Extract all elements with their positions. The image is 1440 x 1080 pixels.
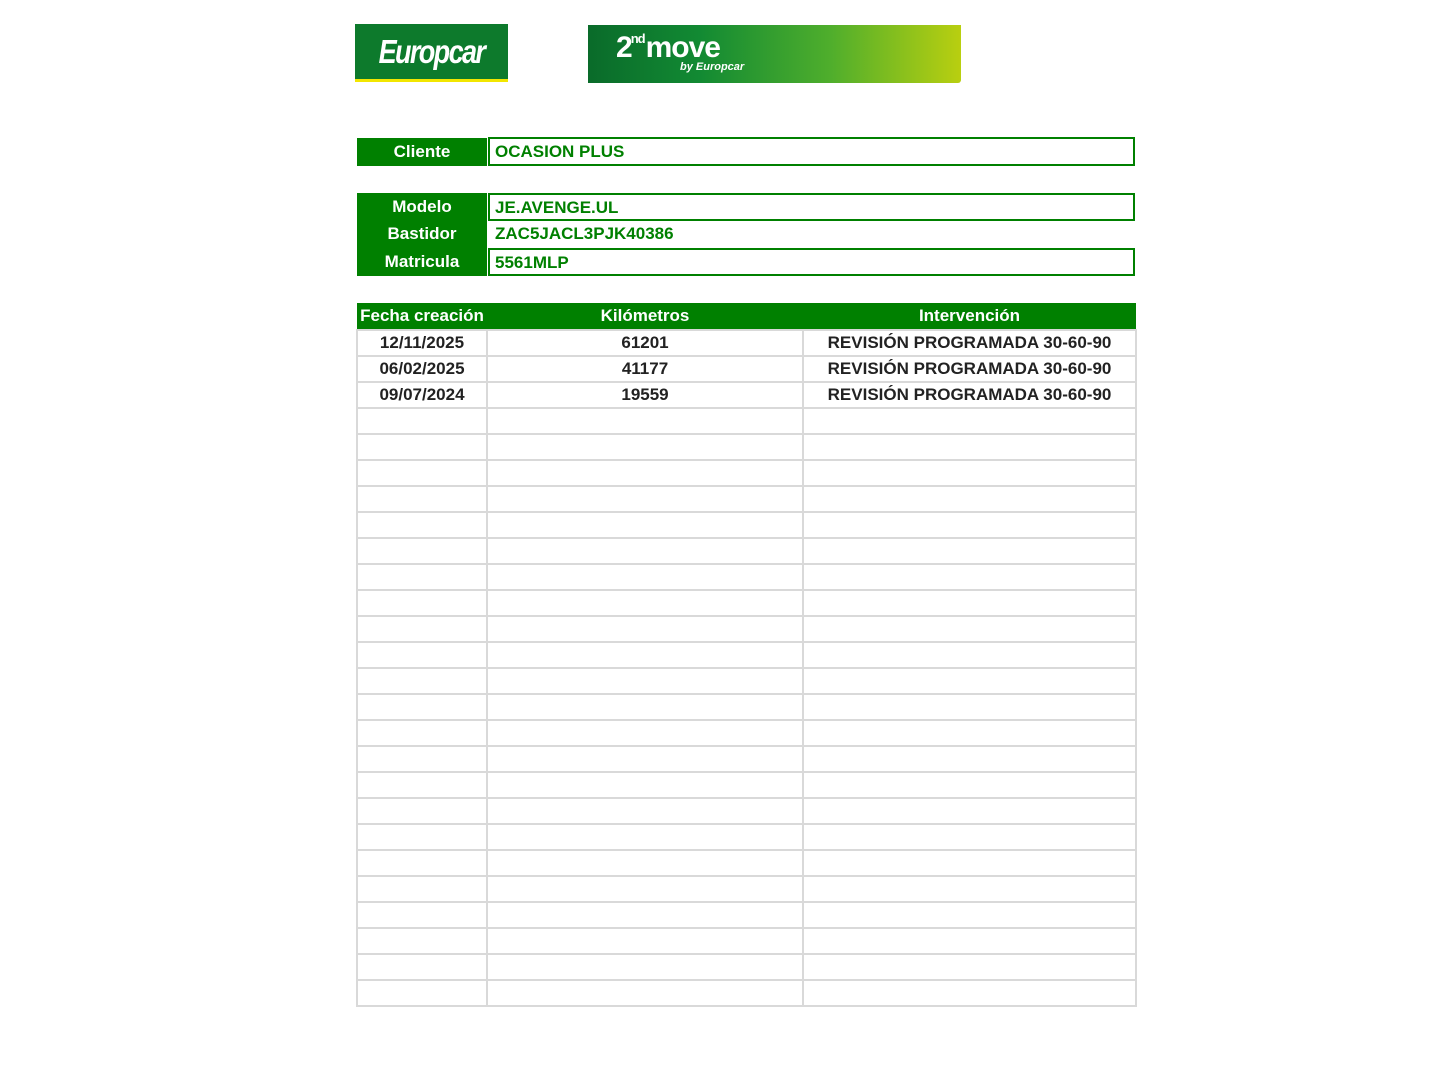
cell-intervention xyxy=(803,460,1136,486)
cell-intervention xyxy=(803,902,1136,928)
service-history-table xyxy=(356,303,1137,1007)
cell-km: 41177 xyxy=(487,356,803,382)
cell-km: 61201 xyxy=(487,330,803,356)
table-row xyxy=(357,668,1136,694)
cell-km xyxy=(487,408,803,434)
table-row xyxy=(357,356,1136,382)
cell-intervention xyxy=(803,954,1136,980)
table-row xyxy=(357,954,1136,980)
table-row xyxy=(357,798,1136,824)
cell-intervention xyxy=(803,486,1136,512)
cell-intervention xyxy=(803,824,1136,850)
table-row xyxy=(357,564,1136,590)
column-header-km: Kilómetros xyxy=(487,303,803,330)
cell-date xyxy=(357,642,487,668)
table-row xyxy=(357,330,1136,356)
europcar-logo xyxy=(355,24,508,82)
table-header-row xyxy=(357,303,1136,330)
table-row xyxy=(357,824,1136,850)
cell-intervention xyxy=(803,720,1136,746)
cell-date xyxy=(357,434,487,460)
table-row xyxy=(357,486,1136,512)
cell-km xyxy=(487,954,803,980)
cell-km xyxy=(487,616,803,642)
cell-intervention xyxy=(803,616,1136,642)
cell-intervention xyxy=(803,408,1136,434)
table-body xyxy=(357,330,1136,1006)
cell-date xyxy=(357,746,487,772)
column-header-date: Fecha creación xyxy=(357,303,487,330)
cell-km xyxy=(487,876,803,902)
table-row xyxy=(357,434,1136,460)
cell-km xyxy=(487,538,803,564)
cell-intervention xyxy=(803,668,1136,694)
chassis-value: ZAC5JACL3PJK40386 xyxy=(495,224,674,243)
cell-date xyxy=(357,824,487,850)
cell-intervention xyxy=(803,928,1136,954)
2ndmove-logo xyxy=(588,25,961,83)
cell-date xyxy=(357,772,487,798)
cell-date xyxy=(357,668,487,694)
cell-km xyxy=(487,434,803,460)
table-row xyxy=(357,694,1136,720)
2ndmove-logo-byline: by Europcar xyxy=(680,61,745,73)
table-row xyxy=(357,720,1136,746)
cell-intervention xyxy=(803,564,1136,590)
cell-km xyxy=(487,772,803,798)
table-row xyxy=(357,928,1136,954)
column-header-intervention: Intervención xyxy=(803,303,1136,330)
cell-date xyxy=(357,512,487,538)
table-row xyxy=(357,460,1136,486)
chassis-label: Bastidor xyxy=(387,224,457,243)
table-row xyxy=(357,902,1136,928)
cell-intervention xyxy=(803,512,1136,538)
cell-intervention: REVISIÓN PROGRAMADA 30-60-90 xyxy=(803,330,1136,356)
2ndmove-logo-brand: 2ndmove xyxy=(616,31,720,64)
cell-km xyxy=(487,928,803,954)
table-row xyxy=(357,876,1136,902)
cell-date xyxy=(357,616,487,642)
cell-date xyxy=(357,980,487,1006)
cell-intervention xyxy=(803,876,1136,902)
cell-date xyxy=(357,720,487,746)
cell-date xyxy=(357,902,487,928)
cell-km xyxy=(487,902,803,928)
table-row xyxy=(357,538,1136,564)
cell-intervention xyxy=(803,980,1136,1006)
table-row xyxy=(357,850,1136,876)
table-row xyxy=(357,408,1136,434)
cell-date xyxy=(357,538,487,564)
cell-date xyxy=(357,928,487,954)
client-value: OCASION PLUS xyxy=(488,137,1135,166)
cell-intervention xyxy=(803,538,1136,564)
cell-km xyxy=(487,720,803,746)
cell-intervention xyxy=(803,746,1136,772)
cell-date xyxy=(357,694,487,720)
cell-date xyxy=(357,876,487,902)
cell-km xyxy=(487,486,803,512)
cell-km: 19559 xyxy=(487,382,803,408)
cell-date xyxy=(357,590,487,616)
table-row xyxy=(357,642,1136,668)
cell-km xyxy=(487,694,803,720)
cell-date: 09/07/2024 xyxy=(357,382,487,408)
cell-km xyxy=(487,850,803,876)
cell-intervention: REVISIÓN PROGRAMADA 30-60-90 xyxy=(803,356,1136,382)
cell-km xyxy=(487,460,803,486)
cell-date xyxy=(357,486,487,512)
cell-km xyxy=(487,512,803,538)
plate-value: 5561MLP xyxy=(488,248,1135,276)
table-row xyxy=(357,590,1136,616)
table-row xyxy=(357,746,1136,772)
cell-date xyxy=(357,798,487,824)
cell-date xyxy=(357,460,487,486)
model-label: Modelo xyxy=(392,197,452,216)
cell-intervention xyxy=(803,434,1136,460)
cell-km xyxy=(487,980,803,1006)
client-label: Cliente xyxy=(357,138,487,166)
cell-km xyxy=(487,564,803,590)
cell-km xyxy=(487,824,803,850)
cell-intervention xyxy=(803,798,1136,824)
table-row xyxy=(357,512,1136,538)
table-row xyxy=(357,772,1136,798)
cell-date xyxy=(357,850,487,876)
cell-km xyxy=(487,642,803,668)
cell-intervention xyxy=(803,850,1136,876)
cell-date: 06/02/2025 xyxy=(357,356,487,382)
table-row xyxy=(357,980,1136,1006)
cell-intervention xyxy=(803,590,1136,616)
cell-km xyxy=(487,746,803,772)
cell-date xyxy=(357,954,487,980)
cell-km xyxy=(487,798,803,824)
table-row xyxy=(357,382,1136,408)
cell-intervention xyxy=(803,772,1136,798)
model-value: JE.AVENGE.UL xyxy=(488,193,1135,221)
cell-date: 12/11/2025 xyxy=(357,330,487,356)
plate-label: Matricula xyxy=(384,252,460,271)
cell-intervention xyxy=(803,694,1136,720)
cell-km xyxy=(487,590,803,616)
cell-km xyxy=(487,668,803,694)
europcar-logo-text: Europcar xyxy=(378,32,485,70)
cell-intervention xyxy=(803,642,1136,668)
cell-intervention: REVISIÓN PROGRAMADA 30-60-90 xyxy=(803,382,1136,408)
cell-date xyxy=(357,564,487,590)
table-row xyxy=(357,616,1136,642)
cell-date xyxy=(357,408,487,434)
